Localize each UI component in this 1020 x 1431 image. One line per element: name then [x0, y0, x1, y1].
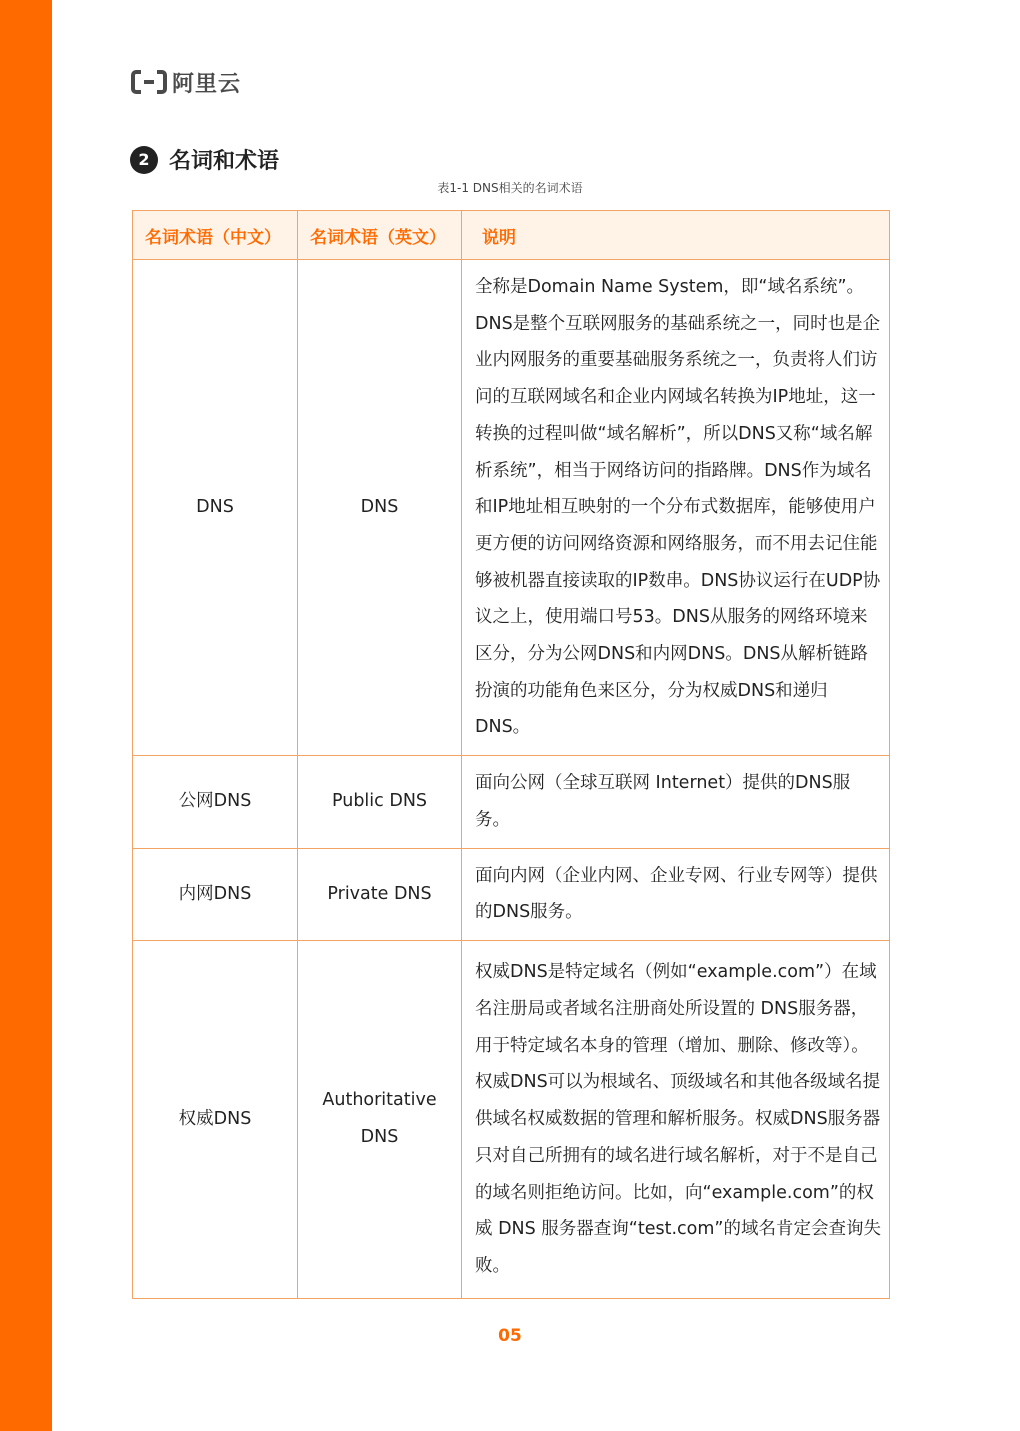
section-number-badge: 2: [130, 146, 158, 174]
table-row: [133, 756, 890, 848]
table-row: [133, 940, 890, 1298]
term-en: Authoritative DNS: [298, 940, 462, 1298]
table-row: [133, 848, 890, 940]
section-heading: [130, 144, 279, 175]
table-header-row: [133, 211, 890, 260]
table-caption: 表1-1 DNS相关的名词术语: [437, 181, 583, 195]
header-term-en: 名词术语（英文）: [298, 211, 462, 260]
term-en: DNS: [298, 260, 462, 756]
table-row: [133, 260, 890, 756]
term-zh: 公网DNS: [133, 756, 298, 848]
orange-side-bar: [0, 0, 52, 1431]
term-en: Private DNS: [298, 848, 462, 940]
page-number: 05: [498, 1326, 522, 1346]
term-description: 面向内网（企业内网、企业专网、行业专网等）提供的DNS服务。: [462, 848, 890, 940]
term-description: 权威DNS是特定域名（例如“example.com”）在域名注册局或者域名注册商处所设置的 DNS服务器，用于特定域名本身的管理（增加、删除、修改等）。权威DNS可以为根域名、顶级域名和其他各级域名提供域名权威数据的管理和解析服务。权威DNS服务器只对自己所拥有的域名进行域名解析，对于不是自己的域名则拒绝访问。比如，向“example.com”的权威 DNS 服务器查询“test.com”的域名肯定会查询失败。: [462, 940, 890, 1298]
section-title: 名词和术语: [169, 149, 280, 174]
header-term-zh: 名词术语（中文）: [133, 211, 298, 260]
term-en: Public DNS: [298, 756, 462, 848]
term-description: 面向公网（全球互联网 Internet）提供的DNS服务。: [462, 756, 890, 848]
term-description: 全称是Domain Name System，即“域名系统”。DNS是整个互联网服务的基础系统之一，同时也是企业内网服务的重要基础服务系统之一，负责将人们访问的互联网域名和企业内网域名转换为IP地址，这一转换的过程叫做“域名解析”，所以DNS又称“域名解析系统”，相当于网络访问的指路牌。DNS作为域名和IP地址相互映射的一个分布式数据库，能够使用户更方便的访问网络资源和网络服务，而不用去记住能够被机器直接读取的IP数串。DNS协议运行在UDP协议之上，使用端口号53。DNS从服务的网络环境来区分，分为公网DNS和内网DNS。DNS从解析链路扮演的功能角色来区分，分为权威DNS和递归 DNS。: [462, 260, 890, 756]
header-description: 说明: [462, 211, 890, 260]
term-zh: DNS: [133, 260, 298, 756]
term-zh: 权威DNS: [133, 940, 298, 1298]
term-zh: 内网DNS: [133, 848, 298, 940]
terms-table: [132, 210, 890, 1299]
aliyun-logo-icon: [131, 70, 167, 94]
aliyun-logo: [131, 66, 241, 98]
logo-text: 阿里云: [172, 71, 242, 97]
